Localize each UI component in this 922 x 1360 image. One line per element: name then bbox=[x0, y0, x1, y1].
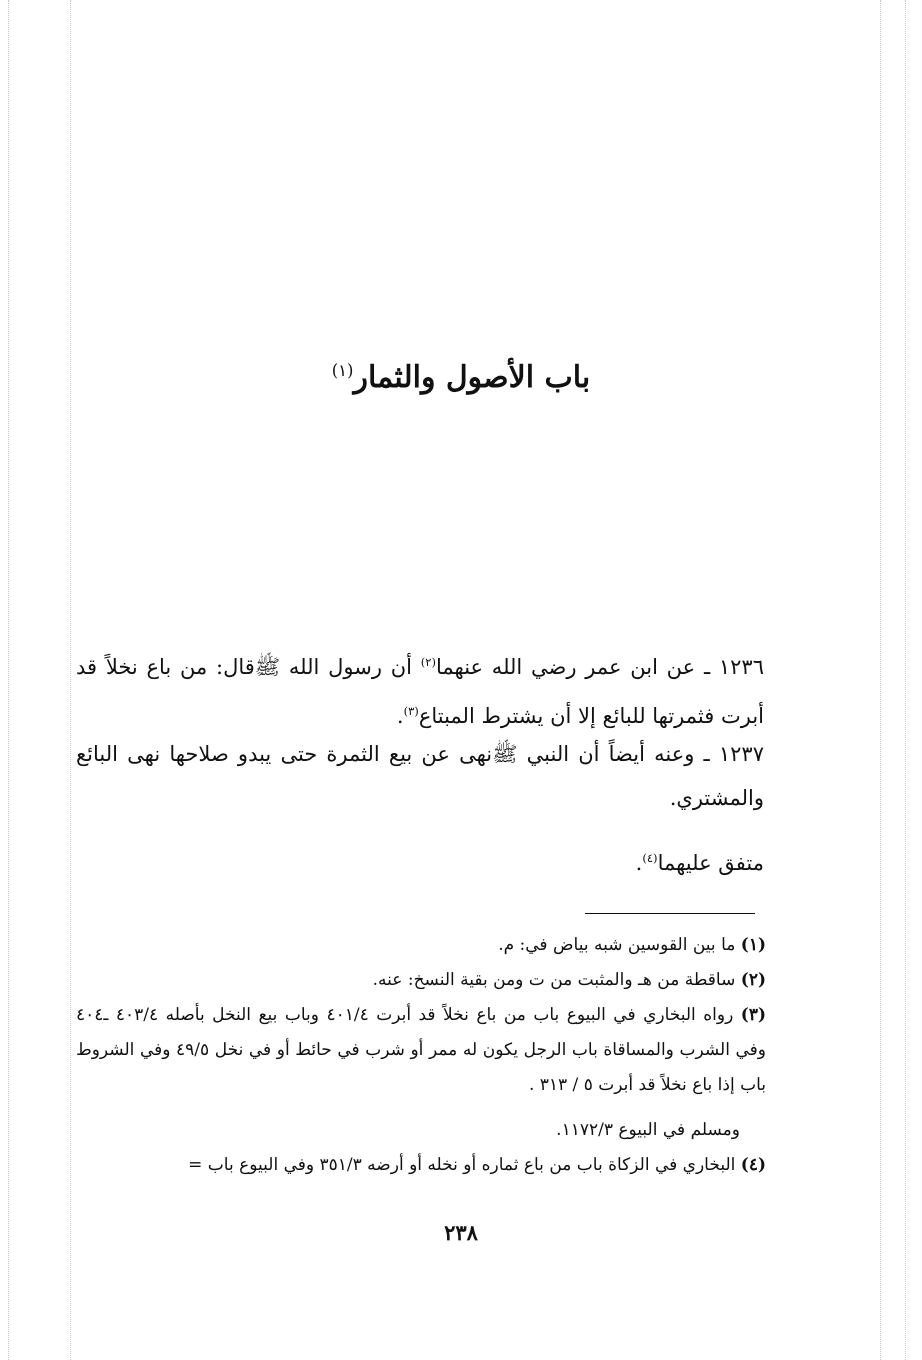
hadith-1236-end-footnote-ref: (٣) bbox=[403, 704, 419, 718]
footnote-3 bbox=[76, 998, 766, 1103]
chapter-title-footnote-ref: (١) bbox=[331, 361, 354, 380]
scan-guide-line bbox=[880, 0, 881, 1360]
agreement-text: متفق عليهما bbox=[657, 851, 764, 875]
agreement-end-punct: . bbox=[635, 851, 643, 875]
hadith-1236-text-start: ١٢٣٦ ـ عن ابن عمر رضي الله عنهما bbox=[435, 655, 764, 679]
footnote-text: رواه البخاري في البيوع باب من باع نخلاً قد أبرت ٤٠١/٤ وباب بيع النخل بأصله ٤٠٣/٤ ـ٤٠٤ وفي الشرب والمساقاة باب الرجل يكون له ممر أو شرب في حائط أو في نخل ٤٩/٥ وفي الشروط باب إذا باع نخلاً قد أبرت ٥ / ٣١٣ . bbox=[76, 1005, 766, 1095]
footnote-number: (٤) bbox=[740, 1155, 766, 1175]
hadith-1237 bbox=[76, 732, 764, 820]
footnote-text: البخاري في الزكاة باب من باع ثماره أو نخله أو أرضه ٣٥١/٣ وفي البيوع باب = bbox=[188, 1155, 736, 1175]
hadith-1237-text: ١٢٣٧ ـ وعنه أيضاً أن النبي ﷺنهى عن بيع الثمرة حتى يبدو صلاحها نهى البائع والمشتري. bbox=[76, 742, 764, 810]
footnote-separator bbox=[585, 913, 755, 914]
footnote-3-continuation: ومسلم في البيوع ١١٧٢/٣. bbox=[556, 1120, 740, 1140]
footnote-1 bbox=[76, 928, 766, 963]
footnote-number: (١) bbox=[740, 935, 766, 955]
scan-guide-line bbox=[905, 0, 906, 1360]
hadith-1236-footnote-ref: (٢) bbox=[420, 655, 436, 669]
footnote-4 bbox=[76, 1148, 766, 1183]
chapter-title-text: باب الأصول والثمار bbox=[353, 360, 591, 395]
agreement-footnote-ref: (٤) bbox=[642, 851, 658, 865]
agreement-note bbox=[76, 836, 764, 885]
footnote-2 bbox=[76, 963, 766, 998]
footnote-text: ما بين القوسين شبه بياض في: م. bbox=[498, 935, 736, 955]
footnote-text: ساقطة من هـ والمثبت من ت ومن بقية النسخ: عنه. bbox=[372, 970, 736, 990]
page-number: ٢٣٨ bbox=[444, 1220, 478, 1245]
footnotes bbox=[76, 928, 766, 1183]
hadith-1236-end-punct: . bbox=[396, 704, 404, 728]
hadith-1236-text-rest: أن رسول الله ﷺقال: من باع نخلاً قد أبرت فثمرتها للبائع إلا أن يشترط المبتاع bbox=[76, 655, 764, 728]
scan-guide-line bbox=[8, 0, 9, 1360]
chapter-title bbox=[0, 360, 922, 395]
footnote-number: (٢) bbox=[740, 970, 766, 990]
hadith-1236 bbox=[76, 640, 764, 738]
footnote-number: (٣) bbox=[740, 1005, 766, 1025]
scan-guide-line bbox=[70, 0, 71, 1360]
